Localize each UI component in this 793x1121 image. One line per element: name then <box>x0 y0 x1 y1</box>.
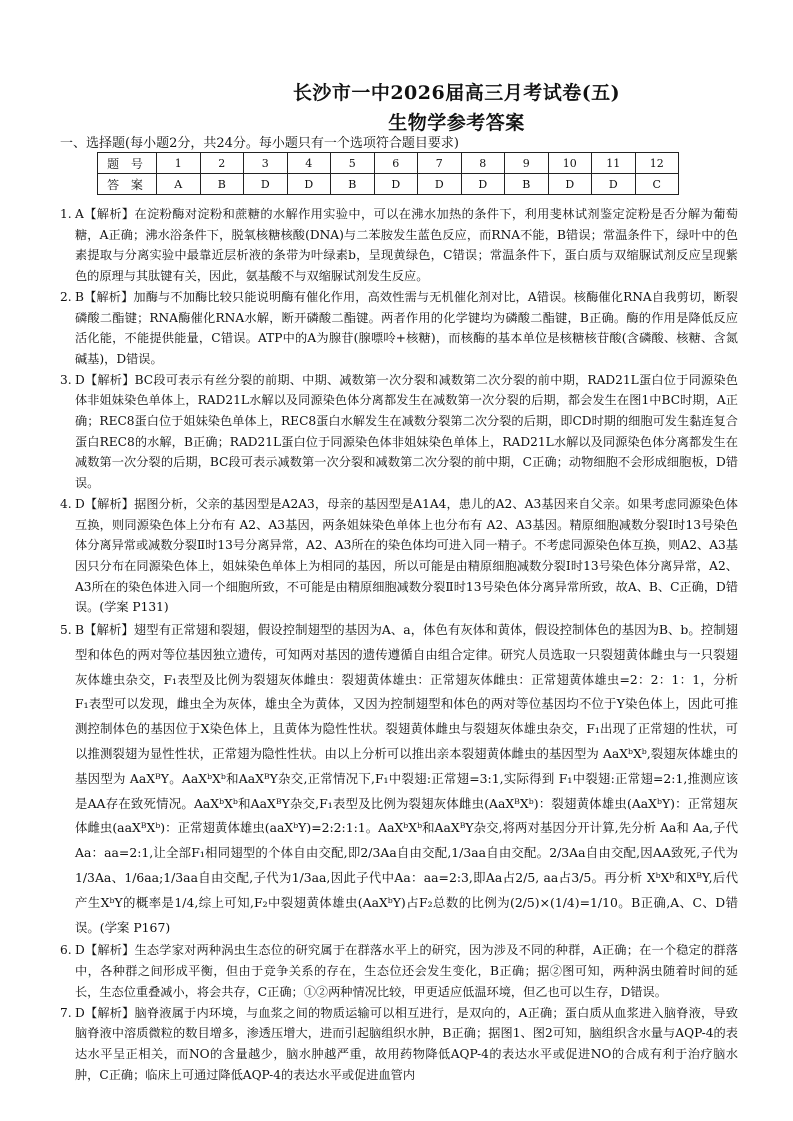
explanation-item <box>60 1003 738 1086</box>
item-text: D【解析】BC段可表示有丝分裂的前期、中期、减数第一次分裂和减数第二次分裂的前中期，RAD21L蛋白位于同源染色体非姐妹染色单体上，RAD21L水解以及同源染色体分离都发生在减数第一次分裂的后期，都会发生在图1中BC时期，A正确；REC8蛋白位于姐妹染色单体上，REC8蛋白水解发生在减数分裂第二次分裂的后期，即CD时期的细胞可发生黏连复合蛋白REC8的水解，B正确；RAD21L蛋白位于同源染色体非姐妹染色单体上，RAD21L水解以及同源染色体分离都发生在减数第一次分裂的后期，BC段可表示减数第一次分裂和减数第二次分裂的前中期，C正确；动物细胞不会形成细胞板，D错误。 <box>75 372 738 491</box>
explanation-item <box>60 204 738 287</box>
question-number: 5 <box>331 153 375 174</box>
question-number: 3 <box>244 153 288 174</box>
item-number: 7. <box>60 1005 72 1020</box>
page-subtitle: 生物学参考答案 <box>388 112 525 134</box>
answer-cell: D <box>374 174 418 195</box>
question-number: 6 <box>374 153 418 174</box>
explanation-item <box>60 940 738 1002</box>
row-label-number: 题 号 <box>98 153 157 174</box>
item-number: 4. <box>60 496 72 511</box>
item-number: 2. <box>60 289 72 304</box>
question-number: 10 <box>548 153 592 174</box>
explanation-item <box>60 370 738 494</box>
answer-table <box>97 152 679 195</box>
question-number: 12 <box>635 153 679 174</box>
item-number: 1. <box>60 207 72 221</box>
item-text: B【解析】加酶与不加酶比较只能说明酶有催化作用，高效性需与无机催化剂对比，A错误。核酶催化RNA自我剪切，断裂磷酸二酯键；RNA酶催化RNA水解，断开磷酸二酯键。两者作用的化学键均为磷酸二酯键，B正确。酶的作用是降低反应活化能，不能提供能量，C错误。ATP中的A为腺苷(腺嘌呤+核糖)，而核酶的基本单位是核糖核苷酸(含磷酸、核糖、含氮碱基)，D错误。 <box>75 289 738 366</box>
answer-table-answer-row <box>98 174 679 195</box>
explanation-item <box>60 494 738 618</box>
question-number: 8 <box>461 153 505 174</box>
answer-cell: D <box>461 174 505 195</box>
question-number: 11 <box>592 153 636 174</box>
item-number: 5. <box>60 623 72 638</box>
explanation-list <box>60 204 738 1085</box>
item-text: D【解析】生态学家对两种涡虫生态位的研究属于在群落水平上的研究，因为涉及不同的种群，A正确；在一个稳定的群落中，各种群之间形成平衡，但由于竞争关系的存在，生态位还会发生变化，B正确；据②图可知，两种涡虫随着时间的延长，生态位重叠减小，将会共存，C正确；①②两种情况比较，甲更适应低温环境，但乙也可以生存，D错误。 <box>75 943 738 999</box>
item-number: 3. <box>60 372 72 387</box>
answer-cell: B <box>200 174 244 195</box>
answer-cell: B <box>331 174 375 195</box>
question-number: 1 <box>157 153 201 174</box>
answer-cell: D <box>244 174 288 195</box>
explanation-item <box>60 618 738 940</box>
question-number: 2 <box>200 153 244 174</box>
item-number: 6. <box>60 943 72 958</box>
answer-cell: D <box>287 174 331 195</box>
answer-table-number-row <box>98 153 679 174</box>
answer-cell: B <box>505 174 549 195</box>
answer-cell: D <box>592 174 636 195</box>
answer-cell: D <box>418 174 462 195</box>
answer-cell: A <box>157 174 201 195</box>
question-number: 7 <box>418 153 462 174</box>
question-number: 4 <box>287 153 331 174</box>
item-text: D【解析】据图分析，父亲的基因型是A2A3，母亲的基因型是A1A4，患儿的A2、A3基因来自父亲。如果考虑同源染色体互换，则同源染色体上分布有 A2、A3基因，两条姐妹染色单体上也分布有 A2、A3基因。精原细胞减数分裂Ⅰ时13号染色体分离异常或减数分裂Ⅱ时13号分离异常，A2、A3所在的染色体均可进入同一精子。不考虑同源染色体互换，则A2、A3基因只分布在同源染色体上，姐妹染色单体上为相同的基因，所以可能是由精原细胞减数分裂Ⅰ时13号染色体分离异常，A2、A3所在的染色体进入同一个细胞所致，不可能是由精原细胞减数分裂Ⅱ时13号染色体分离异常所致，故A、B、C正确，D错误。(学案 P131) <box>75 496 738 615</box>
section-heading: 一、选择题(每小题2分，共24分。每小题只有一个选项符合题目要求) <box>60 136 459 151</box>
item-text: B【解析】翅型有正常翅和裂翅，假设控制翅型的基因为A、a，体色有灰体和黄体，假设控制体色的基因为B、b。控制翅型和体色的两对等位基因独立遗传，可知两对基因的遗传遵循自由组合定律。研究人员选取一只裂翅黄体雌虫与一只裂翅灰体雄虫杂交，F₁表型及比例为裂翅灰体雌虫：裂翅黄体雄虫：正常翅灰体雌虫：正常翅黄体雄虫=2：2：1：1，分析F₁表型可以发现，雌虫全为灰体，雄虫全为黄体，又因为控制翅型和体色的两对等位基因均不位于Y染色体上，因此可推测控制体色的基因位于X染色体上，且黄体为隐性性状。裂翅黄体雌虫与裂翅灰体雄虫杂交，F₁出现了正常翅的性状，可以推测裂翅为显性性状，正常翅为隐性性状。由以上分析可以推出亲本裂翅黄体雌虫的基因型为 AaXᵇXᵇ,裂翅灰体雄虫的基因型为 AaXᴮY。AaXᵇXᵇ和AaXᴮY杂交,正常情况下,F₁中裂翅:正常翅=3:1,实际得到 F₁中裂翅:正常翅=2:1,推测应该是AA存在致死情况。AaXᵇXᵇ和AaXᴮY杂交,F₁表型及比例为裂翅灰体雌虫(AaXᴮXᵇ)：裂翅黄体雄虫(AaXᵇY)：正常翅灰体雌虫(aaXᴮXᵇ)：正常翅黄体雄虫(aaXᵇY)=2:2:1:1。AaXᵇXᵇ和AaXᴮY杂交,将两对基因分开计算,先分析 Aa和 Aa,子代 Aa：aa=2:1,让全部F₁相同翅型的个体自由交配,即2/3Aa自由交配,1/3aa自由交配。2/3Aa自由交配,因AA致死,子代为1/3Aa、1/6aa;1/3aa自由交配,子代为1/3aa,因此子代中Aa：aa=2:3,即Aa占2/5, aa占3/5。再分析 XᵇXᵇ和XᴮY,后代产生XᵇY的概率是1/4,综上可知,F₂中裂翅黄体雄虫(AaXᵇY)占F₂总数的比例为(2/5)×(1/4)=1/10。B正确,A、C、D错误。(学案 P167) <box>75 622 738 935</box>
page-title: 长沙市一中2026届高三月考试卷(五) <box>292 82 621 104</box>
item-text: D【解析】脑脊液属于内环境，与血浆之间的物质运输可以相互进行，是双向的，A正确；蛋白质从血浆进入脑脊液，导致脑脊液中溶质微粒的数目增多，渗透压增大，进而引起脑组织水肿，B正确；据图1、图2可知，脑组织含水量与AQP-4的表达水平呈正相关，而NO的含量越少，脑水肿越严重，故用药物降低AQP-4的表达水平或促进NO的合成有利于治疗脑水肿，C正确；临床上可通过降低AQP-4的表达水平或促进血管内 <box>75 1005 738 1082</box>
answer-cell: D <box>548 174 592 195</box>
question-number: 9 <box>505 153 549 174</box>
item-text: A【解析】在淀粉酶对淀粉和蔗糖的水解作用实验中，可以在沸水加热的条件下，利用斐林试剂鉴定淀粉是否分解为葡萄糖，A正确；沸水浴条件下，脱氧核糖核酸(DNA)与二苯胺发生蓝色反应，而RNA不能，B错误；常温条件下，绿叶中的色素提取与分离实验中最靠近层析液的条带为叶绿素b，呈现黄绿色，C错误；常温条件下，蛋白质与双缩脲试剂反应呈现紫色的原理与其肽键有关，因此，氨基酸不与双缩脲试剂发生反应。 <box>75 207 738 284</box>
explanation-item <box>60 287 738 370</box>
answer-cell: C <box>635 174 679 195</box>
row-label-answer: 答 案 <box>98 174 157 195</box>
